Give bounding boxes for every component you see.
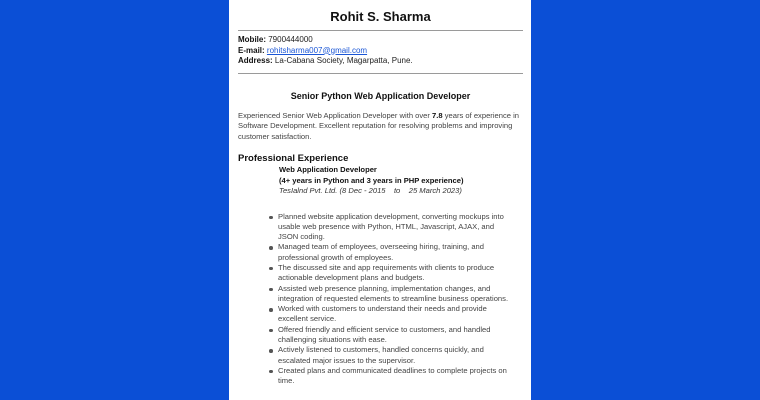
mobile-line: [238, 35, 523, 46]
email-line: [238, 46, 523, 57]
resume-content: [238, 0, 523, 387]
list-item: Actively listened to customers, handled concerns quickly, and escalated major issues to the supervisor.: [278, 345, 513, 366]
address-label: Address:: [238, 56, 273, 65]
summary-text-start: Experienced Senior Web Application Developer with over: [238, 110, 433, 120]
mobile-value: 7900444000: [268, 35, 313, 44]
summary-paragraph: [238, 111, 523, 143]
experience-detail: (4+ years in Python and 3 years in PHP experience): [279, 175, 464, 185]
experience-heading: Professional Experience: [238, 153, 349, 164]
resume-page: [229, 0, 531, 400]
experience-role: Web Application Developer: [279, 165, 377, 174]
address-value: La-Cabana Society, Magarpatta, Pune.: [274, 56, 413, 65]
resume-name: Rohit S. Sharma: [330, 9, 431, 24]
summary-years: 7.8: [432, 110, 443, 120]
list-item: Worked with customers to understand their needs and provide excellent service.: [278, 304, 513, 325]
experience-company: TesIalnd Pvt. Ltd. (8 Dec - 2015 to 25 March 2023): [279, 186, 462, 195]
experience-entry: [279, 165, 523, 197]
mobile-label: Mobile:: [238, 35, 266, 44]
job-title: Senior Python Web Application Developer: [290, 90, 471, 101]
responsibilities-list: [238, 212, 523, 387]
address-line: [238, 56, 523, 67]
list-item: The discussed site and app requirements with clients to produce actionable development plans and budgets.: [278, 263, 513, 284]
top-divider: [238, 30, 523, 31]
list-item: Planned website application development, converting mockups into usable web presence with Python, HTML, Javascript, AJAX, and JSON coding.: [278, 212, 513, 243]
contact-divider: [238, 73, 523, 74]
email-link[interactable]: rohitsharma007@gmail.com: [266, 45, 368, 55]
list-item: Managed team of employees, overseeing hiring, training, and professional growth of employees.: [278, 242, 513, 263]
email-label: E-mail:: [238, 45, 265, 55]
list-item: Created plans and communicated deadlines to complete projects on time.: [278, 366, 513, 387]
list-item: Offered friendly and efficient service to customers, and handled challenging situations with ease.: [278, 325, 513, 346]
summary-text-end: years of experience in Software Development. Excellent reputation for resolving problems and improving customer satisfaction.: [238, 110, 519, 141]
list-item: Assisted web presence planning, implementation changes, and integration of requested elements to streamline business operations.: [278, 284, 513, 305]
contact-block: [238, 35, 523, 67]
